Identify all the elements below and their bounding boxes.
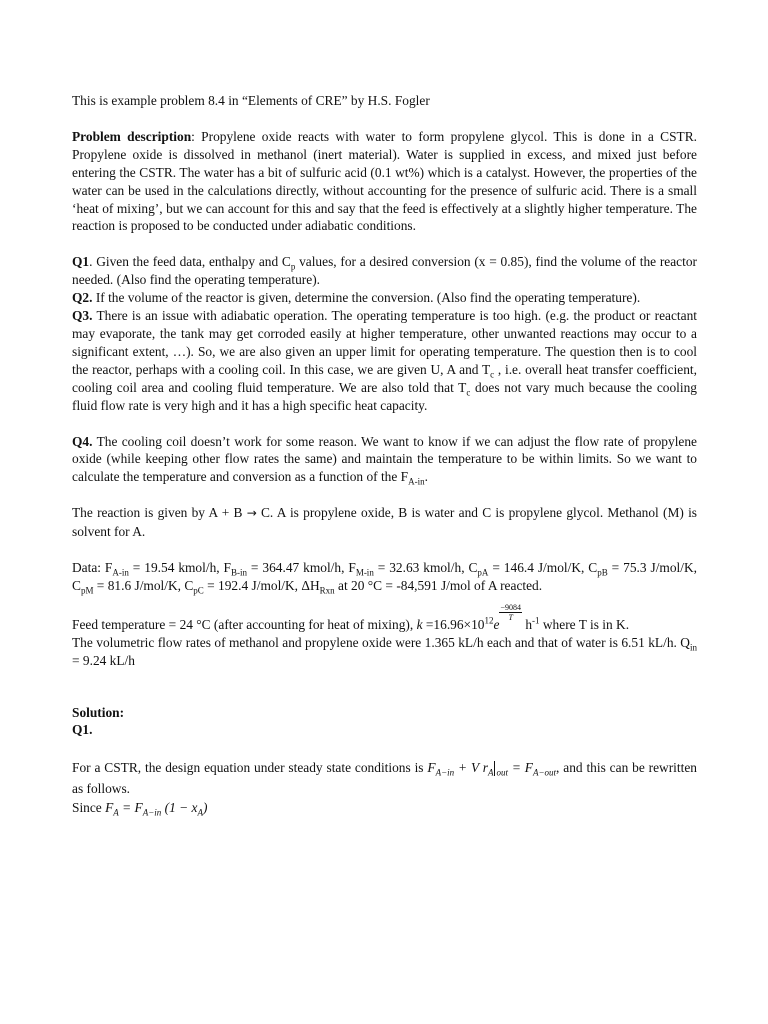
reaction-statement: The reaction is given by A + B → C. A is propylene oxide, B is water and C is propylene glycol. Methanol (M) is solvent for A. bbox=[72, 505, 698, 540]
solution-q1-heading: Q1. bbox=[72, 722, 93, 738]
question-2: Q2. If the volume of the reactor is given, determine the conversion. (Also find the operating temperature). bbox=[72, 290, 641, 306]
q2-label: Q2. bbox=[72, 290, 93, 306]
q4-label: Q4. bbox=[72, 433, 93, 449]
problem-description: Problem description: Propylene oxide reacts with water to form propylene glycol. This is done in a CSTR. Propylene oxide is dissolved in methanol (inert material). Water is supplied in excess, and mixed just before entering the CSTR. The water has a bit of sulfuric acid (0.1 wt%) which is a catalyst. However, the properties of the water can be used in the calculations directly, without accounting for the presence of sulfuric acid. There is a small ‘heat of mixing’, but we can account for this and say that the feed is effectively at a slightly higher temperature. The reaction is proposed to be conducted under adiabatic conditions. bbox=[72, 128, 697, 234]
question-1: Q1. Given the feed data, enthalpy and $C_p$ values, for a desired conversion (x = 0.85), find the volume of the reactor needed. (Also find the operating temperature). bbox=[72, 254, 697, 288]
design-equation: $F_{A-in} + V$ $r_A$ $_{out} = F_{A-out}$ bbox=[427, 760, 557, 779]
arrhenius-exponent: $\frac{-9084}{T}$ bbox=[500, 602, 521, 622]
molar-flow-equation: $F_A = F_{A-in}$ $(1 - x_A)$ bbox=[105, 800, 208, 819]
cstr-design-equation: For a CSTR, the design equation under steady state conditions is $F_{A-in} + V$ $r_A$ $_{out} = F_{A-out}$, and this can be rewritten as follows. bbox=[72, 760, 697, 797]
question-4: Q4. The cooling coil doesn’t work for some reason. We want to know if we can adjust the flow rate of propylene oxide (while keeping other flow rates the same) and maintain the temperature to be within limits. So we want to calculate the temperature and conversion as a function of the $F_{A-in}$. bbox=[72, 433, 697, 487]
feed-temperature: Feed temperature = 24 °C (after accounting for heat of mixing), $k =16.96\times 10^{12}e$ $\frac{-9084}{T}$ $h^{-1}$ where T is in K. bbox=[72, 602, 630, 632]
rate-constant-equation: k bbox=[416, 616, 423, 632]
document-page bbox=[72, 92, 697, 817]
problem-label: Problem description bbox=[72, 128, 192, 144]
question-3: Q3. There is an issue with adiabatic operation. The operating temperature is too high. (e.g. the product or reactant may evaporate, the tank may get corroded easily at higher temperature, other unwanted reactions may occur to a significant extent, …). So, we are also given an upper limit for operating temperature. The question then is to cool the reactor, perhaps with a cooling coil. In this case, we are given U, A and $T_c$ , i.e. overall heat transfer coefficient, cooling coil area and cooling fluid temperature. We are also told that $T_c$ does not vary much because the cooling fluid flow rate is very high and it has a high specific heat capacity. bbox=[72, 308, 697, 413]
since-line: Since $F_A = F_{A-in}$ $(1 - x_A)$ bbox=[72, 800, 208, 819]
data-list: Data: $F_{A-in} = 19.54$ kmol/h, $F_{B-in} = 364.47$ kmol/h, $F_{M-in} = 32.63$ kmol/h, $C_{pA} = 146.4$ J/mol/K, $C_{pB} = 75.3$ J/mol/K, $C_{pM} = 81.6$ J/mol/K, $C_{pC} = 192.4$ J/mol/K, $\Delta H_{Rxn}$ at 20 °C = -84,591 J/mol of A reacted. bbox=[72, 560, 697, 596]
q3-label: Q3. bbox=[72, 308, 93, 324]
q1-label: Q1 bbox=[72, 254, 90, 270]
reaction-arrow-icon: → bbox=[246, 506, 257, 521]
solution-heading: Solution: bbox=[72, 704, 125, 720]
intro-line: This is example problem 8.4 in “Elements of CRE” by H.S. Fogler bbox=[72, 93, 430, 108]
volumetric-flows: The volumetric flow rates of methanol and propylene oxide were 1.365 kL/h each and that of water is 6.51 kL/h. $Q_{in} = 9.24$ kL/h bbox=[72, 634, 697, 668]
